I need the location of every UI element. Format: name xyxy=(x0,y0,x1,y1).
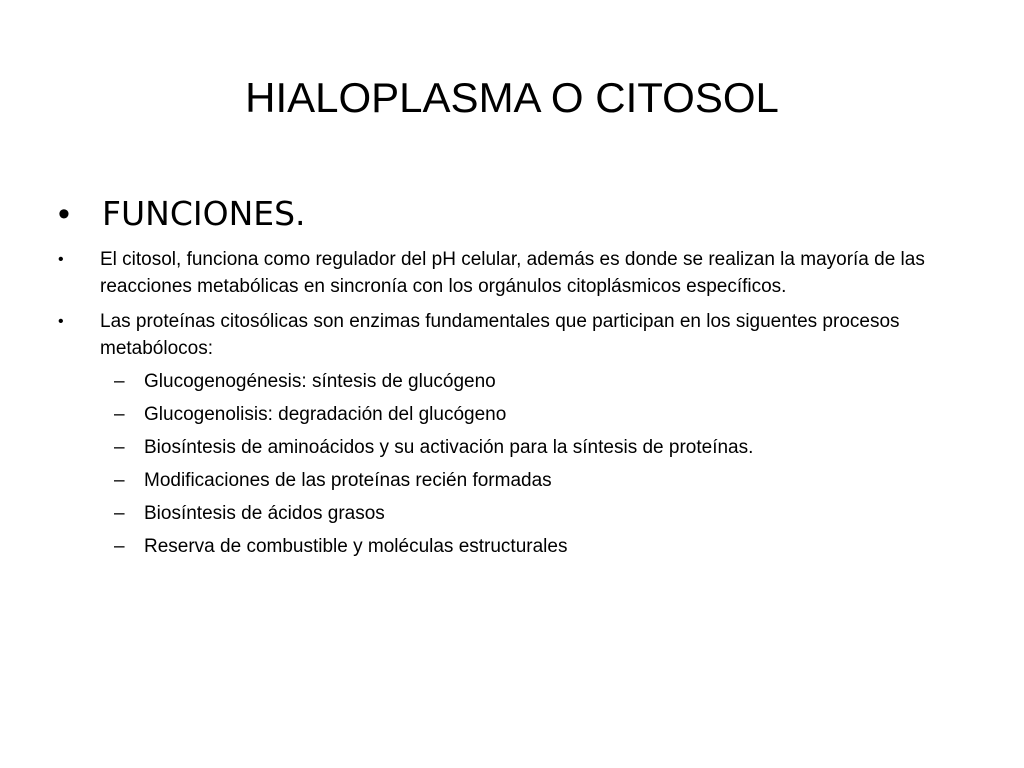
bullet-item-citosol xyxy=(58,246,978,300)
subbullet-item xyxy=(114,434,978,461)
bullet-mark: • xyxy=(58,251,64,268)
subbullet-mark: – xyxy=(114,404,125,425)
subbullet-item xyxy=(114,467,978,494)
functions-heading xyxy=(58,190,306,238)
subbullet-text: Biosíntesis de aminoácidos y su activación para la síntesis de proteínas. xyxy=(144,437,754,458)
subbullet-mark: – xyxy=(114,371,125,392)
heading-text: FUNCIONES. xyxy=(102,194,306,233)
subbullet-mark: – xyxy=(114,536,125,557)
subbullet-text: Glucogenolisis: degradación del glucógeno xyxy=(144,404,507,425)
subbullet-item xyxy=(114,500,978,527)
subbullet-text: Reserva de combustible y moléculas estructurales xyxy=(144,536,568,557)
subbullet-list xyxy=(58,368,978,560)
subbullet-text: Biosíntesis de ácidos grasos xyxy=(144,503,385,524)
subbullet-mark: – xyxy=(114,437,125,458)
subbullet-item xyxy=(114,368,978,395)
bullet-text: El citosol, funciona como regulador del pH celular, además es donde se realizan la mayoría de las reacciones metabólicas en sincronía con los orgánulos citoplásmicos específicos. xyxy=(100,249,925,297)
bullet-mark: • xyxy=(58,313,64,330)
subbullet-mark: – xyxy=(114,470,125,491)
subbullet-mark: – xyxy=(114,503,125,524)
bullet-text: Las proteínas citosólicas son enzimas fundamentales que participan en los siguentes procesos metabólocos: xyxy=(100,311,900,359)
subbullet-item xyxy=(114,401,978,428)
subbullet-text: Glucogenogénesis: síntesis de glucógeno xyxy=(144,371,496,392)
subbullet-text: Modificaciones de las proteínas recién formadas xyxy=(144,470,552,491)
subbullet-item xyxy=(114,533,978,560)
slide-title: HIALOPLASMA O CITOSOL xyxy=(245,74,779,121)
heading-bullet: • xyxy=(58,195,70,233)
bullet-list xyxy=(58,246,978,566)
bullet-item-proteinas xyxy=(58,308,978,362)
